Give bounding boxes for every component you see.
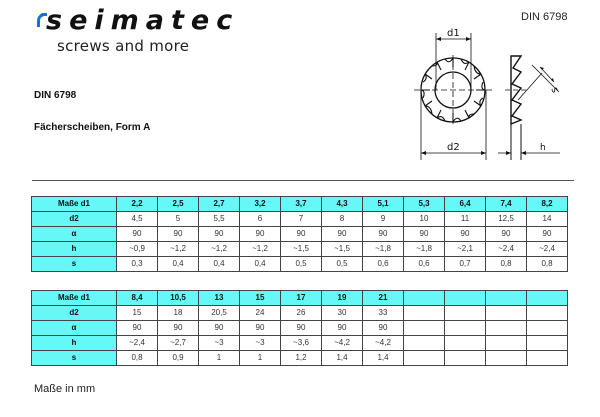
washer-drawing: [405, 20, 575, 170]
table-cell: 5,1: [363, 197, 404, 212]
table-cell: ~1,2: [158, 242, 199, 257]
label-h: h: [540, 143, 546, 153]
table-cell: 0,8: [117, 351, 158, 366]
table-row: [32, 197, 568, 212]
table-cell: 7,4: [486, 197, 527, 212]
table-cell: 20,5: [199, 306, 240, 321]
table-cell: 90: [486, 227, 527, 242]
table-cell: 4,3: [322, 197, 363, 212]
table-cell: 0,7: [445, 257, 486, 272]
row-label: h: [32, 242, 117, 257]
table-cell: 90: [445, 227, 486, 242]
table-cell: 1,4: [322, 351, 363, 366]
table-cell: 33: [363, 306, 404, 321]
table-cell: ~3,6: [281, 336, 322, 351]
table-cell: 19: [322, 291, 363, 306]
table-cell: 12,5: [486, 212, 527, 227]
table-cell: 14: [527, 212, 568, 227]
row-label: s: [32, 351, 117, 366]
label-d1: d1: [447, 28, 460, 39]
table-cell: 24: [240, 306, 281, 321]
logo-tagline: screws and more: [57, 37, 190, 55]
section-divider: [32, 180, 574, 181]
table-cell: ~1,8: [363, 242, 404, 257]
row-label: Maße d1: [32, 197, 117, 212]
label-d2: d2: [447, 142, 460, 153]
table-cell: 5: [158, 212, 199, 227]
table-cell: 90: [117, 227, 158, 242]
table-cell: 5,5: [199, 212, 240, 227]
table-cell: 90: [363, 321, 404, 336]
table-cell: [527, 351, 568, 366]
row-label: Maße d1: [32, 291, 117, 306]
table-cell: 15: [117, 306, 158, 321]
row-label: α: [32, 321, 117, 336]
table-cell: 4,5: [117, 212, 158, 227]
table-cell: 90: [240, 227, 281, 242]
table-cell: 10: [404, 212, 445, 227]
table-cell: ~2,4: [527, 242, 568, 257]
table-cell: ~0,9: [117, 242, 158, 257]
table-cell: 13: [199, 291, 240, 306]
table-row: [32, 291, 568, 306]
table-cell: [486, 291, 527, 306]
table-cell: [445, 291, 486, 306]
units-note: Maße in mm: [34, 383, 96, 395]
table-cell: 90: [240, 321, 281, 336]
table-cell: ~2,7: [158, 336, 199, 351]
row-label: α: [32, 227, 117, 242]
table-cell: 90: [281, 321, 322, 336]
table-cell: ~4,2: [363, 336, 404, 351]
table-cell: 90: [363, 227, 404, 242]
table-cell: [527, 291, 568, 306]
table-cell: ~3: [240, 336, 281, 351]
table-cell: 0,8: [527, 257, 568, 272]
standard-label-top: DIN 6798: [521, 11, 568, 23]
table-cell: [527, 321, 568, 336]
table-cell: [445, 306, 486, 321]
table-cell: [527, 336, 568, 351]
table-cell: 1: [199, 351, 240, 366]
table-cell: 17: [281, 291, 322, 306]
table-cell: 8: [322, 212, 363, 227]
table-cell: 0,4: [240, 257, 281, 272]
document-standard: DIN 6798: [34, 90, 77, 101]
table-cell: [527, 306, 568, 321]
table-cell: 1,2: [281, 351, 322, 366]
table-cell: [404, 351, 445, 366]
table-cell: 0,5: [281, 257, 322, 272]
table-cell: ~1,2: [199, 242, 240, 257]
table-cell: 0,6: [404, 257, 445, 272]
table-cell: 0,9: [158, 351, 199, 366]
table-row: [32, 321, 568, 336]
table-row: [32, 336, 568, 351]
table-cell: 5,3: [404, 197, 445, 212]
table-cell: 8,4: [117, 291, 158, 306]
table-cell: 2,5: [158, 197, 199, 212]
table-cell: 0,4: [158, 257, 199, 272]
table-cell: 0,8: [486, 257, 527, 272]
table-cell: ~1,5: [281, 242, 322, 257]
table-row: [32, 242, 568, 257]
table-cell: 10,5: [158, 291, 199, 306]
table-cell: 90: [281, 227, 322, 242]
table-cell: ~1,8: [404, 242, 445, 257]
table-cell: ~1,5: [322, 242, 363, 257]
table-cell: 6,4: [445, 197, 486, 212]
table-cell: 0,3: [117, 257, 158, 272]
table-cell: 26: [281, 306, 322, 321]
table-cell: ~1,2: [240, 242, 281, 257]
table-cell: 2,2: [117, 197, 158, 212]
logo-brand: seimatec: [46, 5, 240, 36]
table-cell: [486, 336, 527, 351]
table-cell: 90: [158, 321, 199, 336]
table-cell: 90: [322, 227, 363, 242]
document-title: Fächerscheiben, Form A: [34, 122, 151, 133]
table-cell: 3,7: [281, 197, 322, 212]
table-cell: 11: [445, 212, 486, 227]
row-label: d2: [32, 212, 117, 227]
table-cell: 6: [240, 212, 281, 227]
table-cell: [486, 321, 527, 336]
table-cell: [445, 321, 486, 336]
table-cell: 90: [199, 321, 240, 336]
table-cell: [445, 336, 486, 351]
table-cell: ~2,4: [117, 336, 158, 351]
row-label: d2: [32, 306, 117, 321]
label-s: s: [548, 85, 561, 95]
table-cell: 0,4: [199, 257, 240, 272]
row-label: h: [32, 336, 117, 351]
table-cell: 90: [404, 227, 445, 242]
table-cell: 21: [363, 291, 404, 306]
table-row: [32, 351, 568, 366]
table-cell: 90: [527, 227, 568, 242]
row-label: s: [32, 257, 117, 272]
table-cell: ~3: [199, 336, 240, 351]
table-cell: 1: [240, 351, 281, 366]
table-cell: 1,4: [363, 351, 404, 366]
table-cell: 0,6: [363, 257, 404, 272]
table-cell: [445, 351, 486, 366]
table-row: [32, 212, 568, 227]
table-cell: 90: [199, 227, 240, 242]
table-cell: 8,2: [527, 197, 568, 212]
table-cell: ~2,1: [445, 242, 486, 257]
table-cell: ~4,2: [322, 336, 363, 351]
table-cell: [404, 291, 445, 306]
table-cell: [486, 351, 527, 366]
table-row: [32, 227, 568, 242]
table-cell: [404, 306, 445, 321]
table-row: [32, 306, 568, 321]
table-cell: 15: [240, 291, 281, 306]
table-cell: 7: [281, 212, 322, 227]
table-cell: 9: [363, 212, 404, 227]
table-cell: [404, 336, 445, 351]
table-cell: 3,2: [240, 197, 281, 212]
table-cell: 30: [322, 306, 363, 321]
table-cell: [404, 321, 445, 336]
dimension-table-1: [31, 196, 568, 272]
table-cell: 0,5: [322, 257, 363, 272]
table-cell: ~2,4: [486, 242, 527, 257]
table-cell: 18: [158, 306, 199, 321]
dimension-table-2: [31, 290, 568, 366]
table-cell: 90: [117, 321, 158, 336]
table-cell: 2,7: [199, 197, 240, 212]
table-cell: 90: [158, 227, 199, 242]
table-cell: 90: [322, 321, 363, 336]
table-cell: [486, 306, 527, 321]
table-row: [32, 257, 568, 272]
